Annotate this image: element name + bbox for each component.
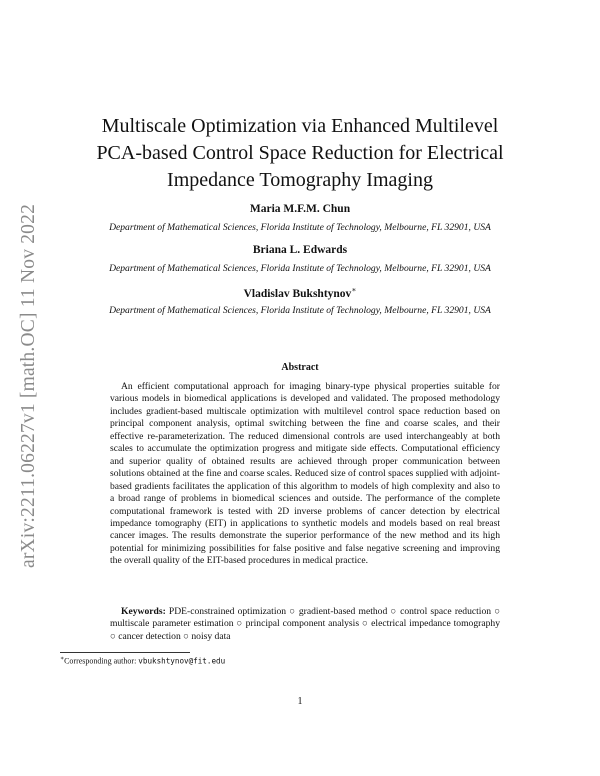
footnote-text: Corresponding author: bbox=[64, 656, 139, 666]
abstract-heading: Abstract bbox=[281, 362, 319, 373]
author-affiliation-3: Department of Mathematical Sciences, Florida Institute of Technology, Melbourne, FL 32901, USA bbox=[109, 305, 491, 316]
author-affiliation-1: Department of Mathematical Sciences, Florida Institute of Technology, Melbourne, FL 32901, USA bbox=[109, 222, 491, 233]
footnote-email-link[interactable]: vbukshtynov@fit.edu bbox=[138, 656, 226, 666]
corresponding-author-marker: ∗ bbox=[351, 285, 357, 294]
title-line-2: PCA-based Control Space Reduction for Electrical bbox=[96, 142, 504, 164]
title-line-3: Impedance Tomography Imaging bbox=[167, 169, 433, 191]
paper-title bbox=[60, 113, 540, 194]
author-name-1: Maria M.F.M. Chun bbox=[249, 203, 351, 215]
footnote-marker: ∗ bbox=[60, 656, 65, 662]
keywords-text: PDE-constrained optimization ○ gradient-based method ○ control space reduction ○ multiscale parameter estimation ○ principal component analysis ○ electrical impedance tomography ○ cancer detection ○ noisy data bbox=[110, 606, 500, 642]
author-name-2: Briana L. Edwards bbox=[252, 244, 348, 256]
author-name-3-text: Vladislav Bukshtynov bbox=[243, 287, 352, 300]
page-number: 1 bbox=[297, 696, 303, 707]
abstract-body: An efficient computational approach for imaging binary-type physical properties suitable for various models in biomedical applications is developed and validated. The proposed methodology includes gradient-based multiscale optimization with multilevel control space reduction based on principal component analysis, optimal switching between the fine and coarse scales, and their effective re-parameterization. The reduced dimensional controls are used interchangeably at both scales to accumulate the optimization progress and mitigate side effects. Computational efficiency and superior quality of obtained results are achieved through proper communication between solutions obtained at the fine and coarse scales. Reduced size of control spaces supplied with adjoint-based gradients facilitates the application of this algorithm to models of high complexity and also to a broad range of problems in biomedical sciences and outside. The performance of the complete computational framework is tested with 2D inverse problems of cancer detection by electrical impedance tomography (EIT) in applications to synthetic models and models based on real breast cancer images. The results demonstrate the superior performance of the new method and its high potential for minimizing possibilities for false positive and false negative screening and improving the overall quality of the EIT-based procedures in medical practice. bbox=[110, 381, 500, 567]
keywords-label: Keywords: bbox=[121, 606, 166, 617]
arxiv-identifier-stamp: arXiv:2211.06227v1 [math.OC] 11 Nov 2022 bbox=[18, 203, 39, 568]
title-line-1: Multiscale Optimization via Enhanced Multilevel bbox=[101, 115, 499, 137]
footnote bbox=[60, 655, 500, 666]
footnote-rule bbox=[60, 652, 190, 653]
keywords-paragraph bbox=[110, 606, 500, 643]
author-affiliation-2: Department of Mathematical Sciences, Florida Institute of Technology, Melbourne, FL 32901, USA bbox=[109, 263, 491, 274]
author-name-3 bbox=[60, 285, 540, 300]
